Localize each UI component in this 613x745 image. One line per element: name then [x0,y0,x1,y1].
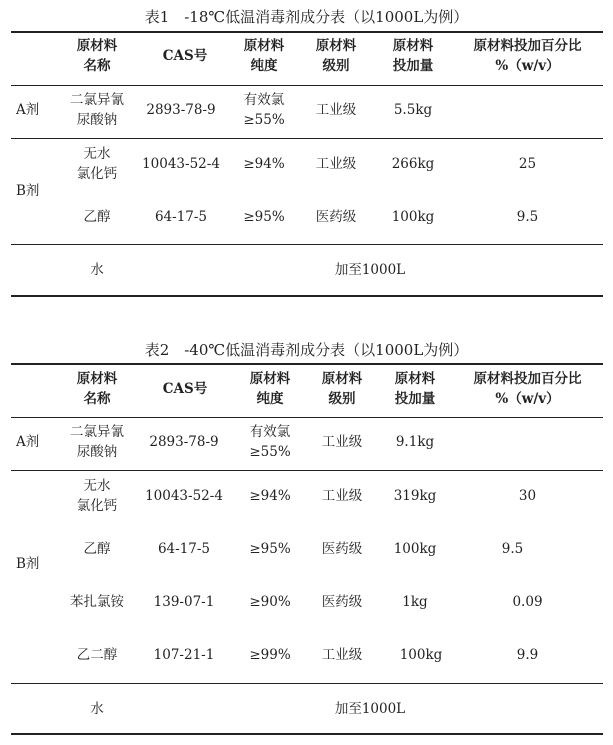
table1-b-rule [11,244,603,245]
table1-row2-purity: ≥94% [243,156,285,172]
table1-row1-name: 二氯异氰 尿酸钠 [70,92,124,128]
table2-header-cas: CAS号 [162,381,208,397]
table1-row2-grade: 工业级 [315,156,357,172]
table2-row3-purity: ≥95% [249,541,291,557]
table2-row1-name: 二氯异氰 尿酸钠 [70,424,124,460]
table2-title: 表2 -40℃低温消毒剂成分表（以1000L为例） [144,341,469,359]
table1-agent-a: A剂 [16,102,40,118]
table1-bottom-rule [11,295,603,297]
table2-row3-amount: 100kg [393,541,437,557]
table2-row3-grade: 医药级 [321,541,363,557]
table1-water-value: 加至1000L [334,262,406,278]
table1-row2-amount: 266kg [391,156,435,172]
table1-row-rule [11,138,603,139]
table2-row2-purity: ≥94% [249,488,291,504]
table2-water-value: 加至1000L [334,701,406,717]
table1-row1-amount: 5.5kg [393,102,433,118]
table2-bottom-rule [11,733,603,735]
table2-row5-percent: 9.9 [516,647,539,663]
table2-row5-purity: ≥99% [249,647,291,663]
table1-row3-amount: 100kg [391,209,435,225]
table1-top-rule [11,31,603,33]
table2-row4-grade: 医药级 [321,594,363,610]
table2-header-name: 原材料 名称 [76,371,118,407]
table1-row3-percent: 9.5 [516,209,539,225]
table2-row5-amount: 100kg [399,647,443,663]
table1-header-amount: 原材料 投加量 [392,38,434,74]
table2-row4-purity: ≥90% [249,594,291,610]
table2-header-purity: 原材料 纯度 [249,371,291,407]
table2-row2-name: 无水 氯化钙 [76,478,118,514]
table2-row4-percent: 0.09 [512,594,543,610]
table2-header-amount: 原材料 投加量 [394,371,436,407]
table2-row1-grade: 工业级 [321,434,363,450]
table2-row4-name: 苯扎氯铵 [70,594,124,610]
table1-header-percent: 原材料投加百分比 %（w/v） [473,38,582,74]
table1-row1-cas: 2893-78-9 [146,102,216,118]
table1-header-purity: 原材料 纯度 [243,38,285,74]
table2-row2-amount: 319kg [393,488,437,504]
table2-header-rule [11,417,603,418]
table2-row1-amount: 9.1kg [395,434,435,450]
table1-row3-grade: 医药级 [315,209,357,225]
table1-row1-purity: 有效氯 ≥55% [243,92,285,128]
table2-agent-a: A剂 [16,434,40,450]
table2-row4-cas: 139-07-1 [153,594,215,610]
table1-row2-percent: 25 [518,156,537,172]
table2-row-rule [11,470,603,471]
table2-row1-purity: 有效氯 ≥55% [249,424,291,460]
table2-top-rule [11,363,603,365]
table2-row2-grade: 工业级 [321,488,363,504]
table2-agent-b: B剂 [16,556,40,572]
table2-header-grade: 原材料 级别 [321,371,363,407]
table1-header-grade: 原材料 级别 [315,38,357,74]
table1-header-rule [11,85,603,86]
table1-row3-cas: 64-17-5 [154,209,208,225]
table2-row5-cas: 107-21-1 [153,647,215,663]
table1-water-name: 水 [90,262,104,278]
table1-row2-name: 无水 氯化钙 [76,146,118,182]
table2-row3-name: 乙醇 [83,541,111,557]
table1-row3-purity: ≥95% [243,209,285,225]
table2-water-name: 水 [90,701,104,717]
table2-header-percent: 原材料投加百分比 %（w/v） [473,371,582,407]
table2-row1-cas: 2893-78-9 [149,434,219,450]
table1-agent-b: B剂 [16,183,40,199]
table1-header-name: 原材料 名称 [76,38,118,74]
table1-row1-grade: 工业级 [315,102,357,118]
table2-row2-percent: 30 [518,488,537,504]
table2-row4-amount: 1kg [402,594,428,610]
table2-row5-name: 乙二醇 [76,647,118,663]
table1-row2-cas: 10043-52-4 [142,156,220,172]
table1-header-cas: CAS号 [162,48,208,64]
table1-title: 表1 -18℃低温消毒剂成分表（以1000L为例） [144,8,469,26]
table2-row2-cas: 10043-52-4 [145,488,223,504]
table2-row3-percent: 9.5 [501,541,524,557]
table2-b-rule [11,683,603,684]
table1-row3-name: 乙醇 [83,209,111,225]
table2-row3-cas: 64-17-5 [157,541,211,557]
table2-row5-grade: 工业级 [321,647,363,663]
